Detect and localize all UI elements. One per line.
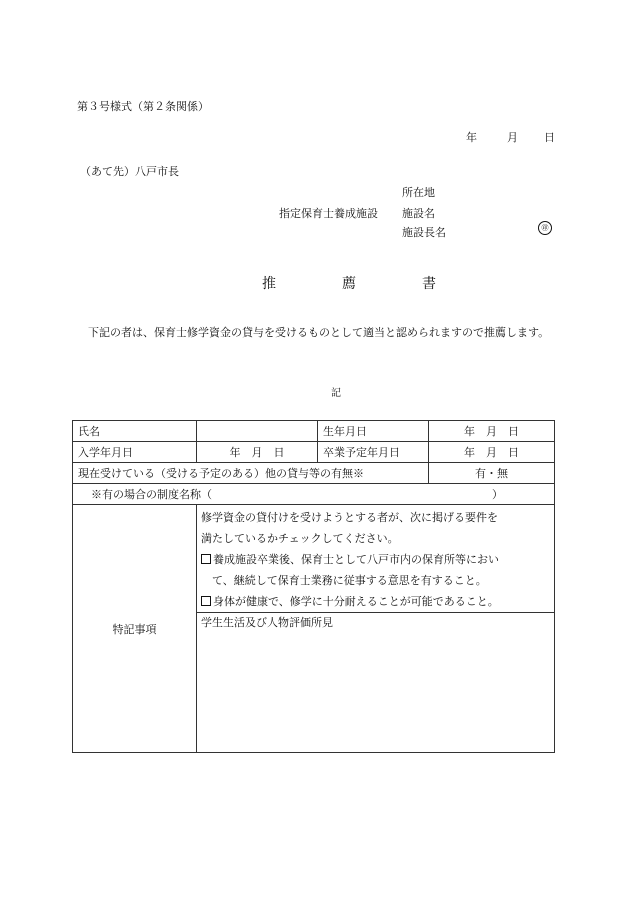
director-name-label: 施設長名: [402, 226, 446, 239]
birth-date-field[interactable]: 年 月 日: [429, 421, 555, 442]
checkbox-icon[interactable]: [201, 596, 211, 606]
date-year: 年: [466, 131, 477, 144]
recommendation-table: [72, 420, 555, 753]
system-name-open: ※有の場合の制度名称（: [91, 488, 212, 501]
address-label: 所在地: [402, 186, 435, 199]
system-name-row[interactable]: [73, 484, 555, 505]
document-title: 推 薦 書: [262, 276, 462, 292]
name-field[interactable]: [197, 421, 318, 442]
date-month: 月: [507, 131, 518, 144]
table-row: [73, 421, 555, 442]
checkbox-icon[interactable]: [201, 554, 211, 564]
other-loans-field[interactable]: 有・無: [429, 463, 555, 484]
requirements-intro-2: 満たしているかチェックしてください。: [201, 532, 399, 545]
date-line: [466, 129, 555, 145]
table-row: [73, 505, 555, 613]
enroll-label: 入学年月日: [73, 442, 197, 463]
body-text: 下記の者は、保育士修学資金の貸与を受けるものとして適当と認められますので推薦します。: [88, 326, 550, 339]
date-day: 日: [544, 131, 555, 144]
requirement-2[interactable]: [201, 591, 550, 612]
requirements-cell: [197, 505, 555, 613]
evaluation-label: 学生生活及び人物評価所見: [201, 616, 333, 629]
facility-name-label: 施設名: [402, 207, 435, 220]
ki-heading: 記: [331, 388, 341, 399]
requirement-1a-text: 養成施設卒業後、保育士として八戸市内の保育所等におい: [213, 553, 499, 566]
seal-icon: ㊞: [538, 221, 552, 235]
addressee: （あて先）八戸市長: [80, 165, 179, 178]
special-notes-label: 特記事項: [73, 505, 197, 753]
evaluation-cell[interactable]: [197, 613, 555, 753]
facility-type: 指定保育士養成施設: [279, 207, 378, 220]
requirement-2-text: 身体が健康で、修学に十分耐えることが可能であること。: [213, 595, 499, 608]
table-row: [73, 442, 555, 463]
other-loans-label: 現在受けている（受ける予定のある）他の貸与等の有無※: [73, 463, 429, 484]
birth-label: 生年月日: [318, 421, 429, 442]
table-row: [73, 484, 555, 505]
name-label: 氏名: [73, 421, 197, 442]
requirement-1-continued: て、継続して保育士業務に従事する意思を有すること。: [212, 574, 487, 587]
system-name-close: ）: [492, 488, 503, 501]
form-number: 第３号様式（第２条関係）: [77, 100, 209, 113]
table-row: [73, 463, 555, 484]
grad-date-field[interactable]: 年 月 日: [429, 442, 555, 463]
requirements-intro-1: 修学資金の貸付けを受けようとする者が、次に掲げる要件を: [201, 511, 498, 524]
grad-label: 卒業予定年月日: [318, 442, 429, 463]
requirement-1[interactable]: [201, 549, 550, 570]
enroll-date-field[interactable]: 年 月 日: [197, 442, 318, 463]
